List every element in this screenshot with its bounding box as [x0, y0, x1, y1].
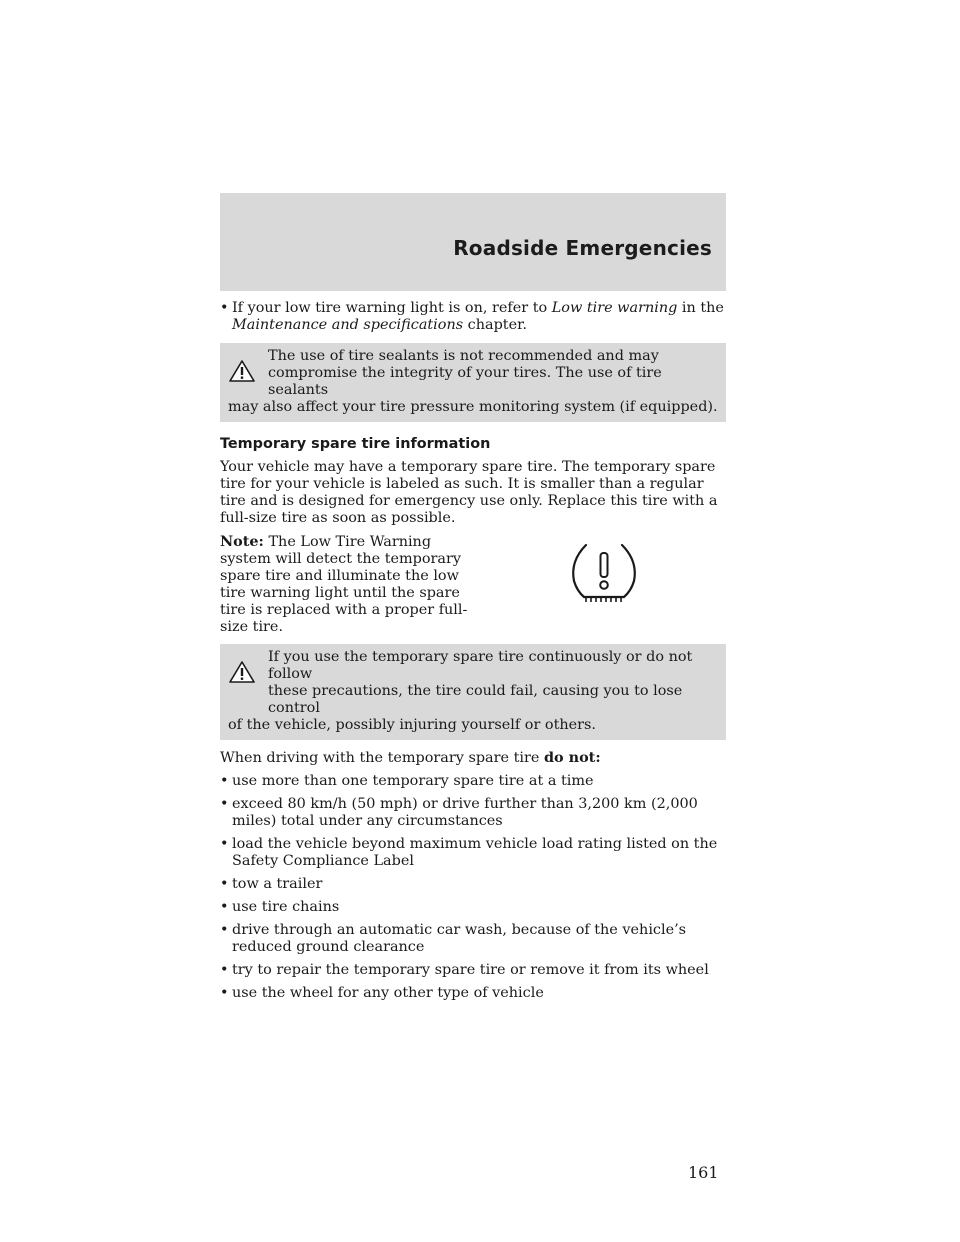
- intro-text: If your low tire warning light is on, refer to: [232, 300, 552, 316]
- bullet-dot: •: [220, 985, 229, 1001]
- intro-text-middle: in the: [677, 300, 724, 316]
- list-item-text: load the vehicle beyond maximum vehicle load rating listed on the Safety Compliance Label: [232, 836, 718, 869]
- list-item: [220, 962, 726, 979]
- bullet-dot: •: [220, 876, 229, 892]
- list-item: [220, 773, 726, 790]
- warning-triangle-icon: [228, 359, 256, 383]
- warning-line: may also affect your tire pressure monitoring system (if equipped).: [228, 399, 718, 415]
- list-item: [220, 922, 726, 956]
- intro-bullet: [220, 300, 726, 334]
- list-item: [220, 985, 726, 1002]
- driving-intro-emphasis: do not:: [543, 749, 601, 766]
- page-content: [220, 300, 726, 1008]
- warning-line: The use of tire sealants is not recommended and may: [268, 348, 659, 364]
- warning-line: compromise the integrity of your tires. The use of tire sealants: [268, 365, 662, 398]
- chapter-title: Roadside Emergencies: [453, 236, 712, 260]
- section-heading: Temporary spare tire information: [220, 436, 491, 452]
- list-item-text: exceed 80 km/h (50 mph) or drive further than 3,200 km (2,000 miles) total under any circumstances: [232, 796, 698, 829]
- chapter-reference: Maintenance and specifications: [232, 317, 464, 333]
- bullet-dot: •: [220, 300, 229, 316]
- list-item: [220, 796, 726, 830]
- list-item: [220, 899, 726, 916]
- warning-box-spare-tire: [220, 644, 726, 740]
- driving-intro-text: When driving with the temporary spare tire: [220, 750, 544, 766]
- note-block: [220, 533, 726, 636]
- warning-line: If you use the temporary spare tire continuously or do not follow: [268, 649, 693, 682]
- low-tire-warning-reference: Low tire warning: [551, 300, 678, 316]
- list-item-text: drive through an automatic car wash, because of the vehicle’s reduced ground clearance: [232, 922, 687, 955]
- list-item-text: use the wheel for any other type of vehicle: [232, 985, 544, 1001]
- note-body: The Low Tire Warning system will detect the temporary spare tire and illuminate the low tire warning light until the spare tire is replaced with a proper full-size tire.: [220, 534, 468, 635]
- warning-triangle-icon: [228, 660, 256, 684]
- warning-line: these precautions, the tire could fail, causing you to lose control: [268, 683, 683, 716]
- driving-intro: [220, 749, 726, 767]
- list-item: [220, 876, 726, 893]
- list-item-text: tow a trailer: [232, 876, 323, 892]
- note-label: Note:: [220, 533, 264, 550]
- list-item-text: try to repair the temporary spare tire or remove it from its wheel: [232, 962, 709, 978]
- section-paragraph: Your vehicle may have a temporary spare tire. The temporary spare tire for your vehicle is labeled as such. It is smaller than a regular tire and is designed for emergency use only. Replace this tire with a full-size tire as soon as possible.: [220, 459, 718, 526]
- warning-box-sealants: [220, 343, 726, 422]
- bullet-dot: •: [220, 836, 229, 852]
- intro-text-suffix: chapter.: [463, 317, 527, 333]
- warning-line: of the vehicle, possibly injuring yourself or others.: [228, 717, 596, 733]
- bullet-dot: •: [220, 796, 229, 812]
- note-text: [220, 533, 470, 636]
- list-item-text: use tire chains: [232, 899, 340, 915]
- list-item: [220, 836, 726, 870]
- list-item-text: use more than one temporary spare tire at a time: [232, 773, 594, 789]
- page-number: 161: [688, 1163, 719, 1182]
- bullet-dot: •: [220, 962, 229, 978]
- bullet-dot: •: [220, 899, 229, 915]
- chapter-header-band: [220, 193, 726, 291]
- bullet-dot: •: [220, 773, 229, 789]
- low-tire-pressure-icon: [564, 541, 644, 603]
- bullet-dot: •: [220, 922, 229, 938]
- driving-list: [220, 773, 726, 1002]
